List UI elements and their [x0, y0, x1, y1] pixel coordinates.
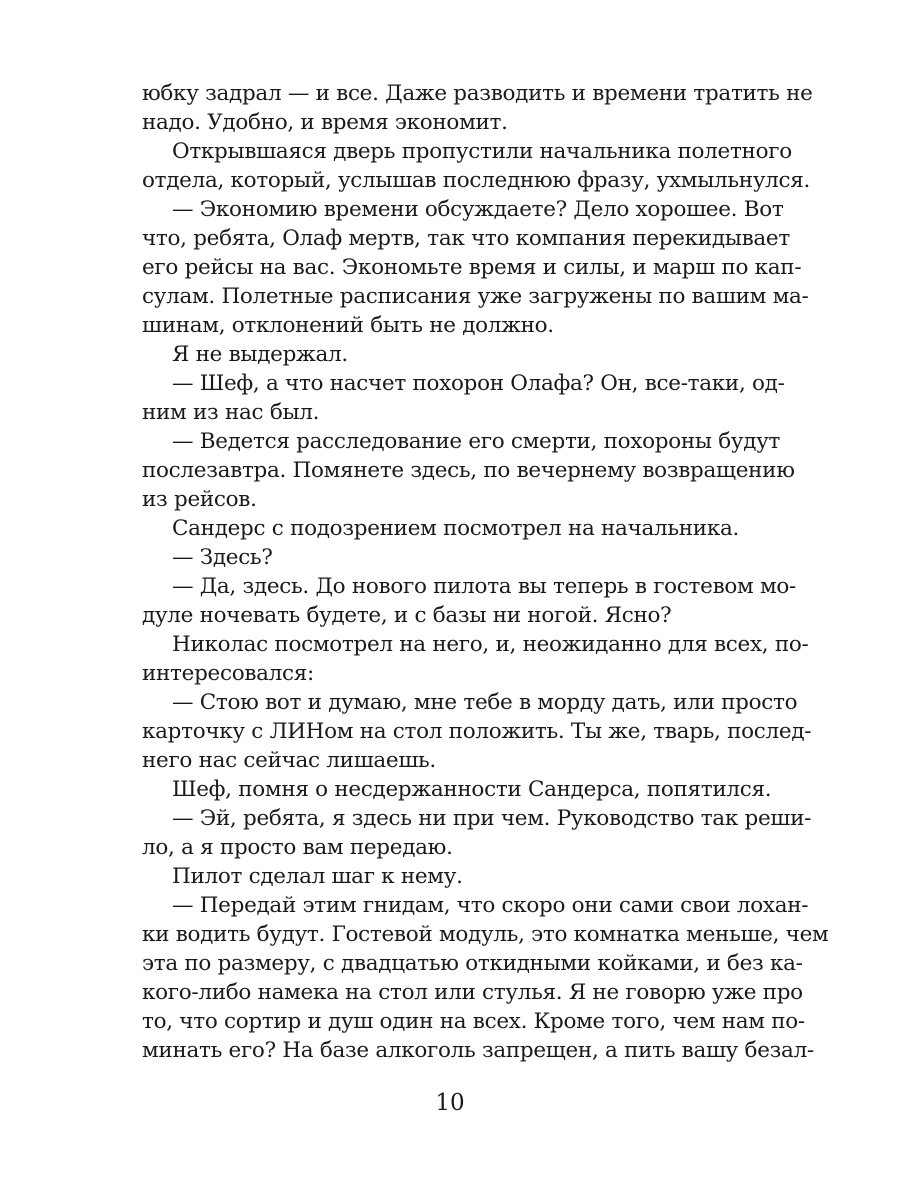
- text-line: сулам. Полетные расписания уже загружены по вашим ма-: [142, 284, 809, 309]
- text-line: ло, а я просто вам передаю.: [142, 835, 453, 860]
- text-line: интересовался:: [142, 661, 314, 686]
- text-line: ним из нас был.: [142, 400, 320, 425]
- text-line: что, ребята, Олаф мертв, так что компания перекидывает: [142, 226, 790, 251]
- text-line: шинам, отклонений быть не должно.: [142, 313, 554, 338]
- text-line: юбку задрал — и все. Даже разводить и времени тратить не: [142, 81, 813, 106]
- text-line: Открывшаяся дверь пропустили начальника полетного: [172, 139, 792, 164]
- text-line: эта по размеру, с двадцатью откидными койками, и без ка-: [142, 951, 803, 976]
- text-line: — Эй, ребята, я здесь ни при чем. Руководство так реши-: [172, 806, 812, 831]
- text-line: отдела, который, услышав последнюю фразу, ухмыльнулся.: [142, 168, 811, 193]
- text-line: — Да, здесь. До нового пилота вы теперь в гостевом мо-: [172, 574, 797, 599]
- text-line: Пилот сделал шаг к нему.: [172, 864, 463, 889]
- page-number: 10: [435, 1090, 465, 1116]
- body-text: [142, 79, 829, 1065]
- text-line: — Ведется расследование его смерти, похороны будут: [172, 429, 781, 454]
- text-line: то, что сортир и душ один на всех. Кроме того, чем нам по-: [142, 1009, 805, 1034]
- text-line: дуле ночевать будете, и с базы ни ногой. Ясно?: [142, 603, 672, 628]
- text-line: — Шеф, а что насчет похорон Олафа? Он, все-таки, од-: [172, 371, 785, 396]
- text-line: — Экономию времени обсуждаете? Дело хорошее. Вот: [172, 197, 784, 222]
- text-line: Шеф, помня о несдержанности Сандерса, попятился.: [172, 777, 772, 802]
- text-line: карточку с ЛИНом на стол положить. Ты же, тварь, послед-: [142, 719, 812, 744]
- text-line: Я не выдержал.: [172, 342, 348, 367]
- text-line: послезавтра. Помянете здесь, по вечернему возвращению: [142, 458, 795, 483]
- text-line: из рейсов.: [142, 487, 257, 512]
- text-line: — Здесь?: [172, 545, 273, 570]
- text-line: — Передай этим гнидам, что скоро они сами свои лохан-: [172, 893, 809, 918]
- text-line: — Стою вот и думаю, мне тебе в морду дать, или просто: [172, 690, 798, 715]
- text-line: его рейсы на вас. Экономьте время и силы, и марш по кап-: [142, 255, 802, 280]
- text-line: минать его? На базе алкоголь запрещен, а пить вашу безал-: [142, 1038, 814, 1063]
- text-line: Сандерс с подозрением посмотрел на начальника.: [172, 516, 740, 541]
- text-line: кого-либо намека на стол или стулья. Я не говорю уже про: [142, 980, 803, 1005]
- text-line: него нас сейчас лишаешь.: [142, 748, 436, 773]
- text-line: Николас посмотрел на него, и, неожиданно для всех, по-: [172, 632, 809, 657]
- text-line: надо. Удобно, и время экономит.: [142, 110, 508, 135]
- text-line: ки водить будут. Гостевой модуль, это комнатка меньше, чем: [142, 922, 829, 947]
